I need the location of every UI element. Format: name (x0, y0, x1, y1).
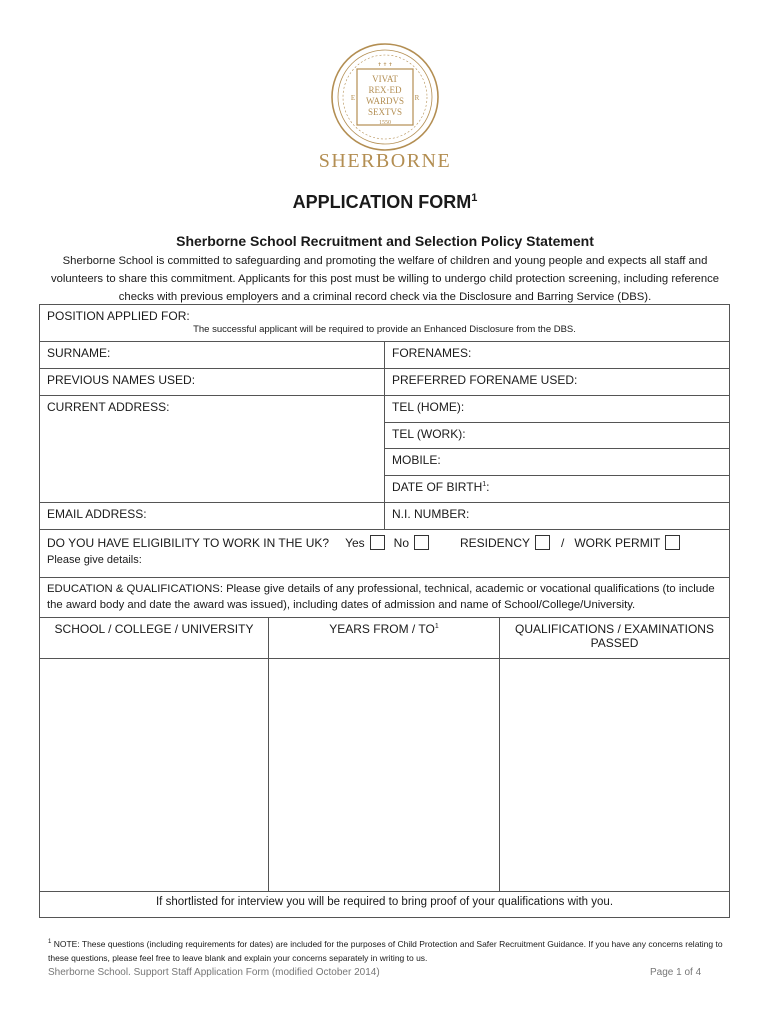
ni-number-field[interactable]: N.I. NUMBER: (392, 507, 470, 521)
svg-text:SEXTVS: SEXTVS (367, 107, 403, 117)
col-header-qualifications: QUALIFICATIONS / EXAMINATIONS PASSED (515, 622, 714, 650)
education-instructions: EDUCATION & QUALIFICATIONS: Please give details of any professional, technical, academic or vocational qualifications (to include the award body and date the award was issued), including dates of admission and name of School/College/University. (47, 583, 715, 611)
footnote-text: NOTE: These questions (including requirements for dates) are included for the purposes of Child Protection and Safer Recruitment Guidance. If you have any concerns relating to these questions, please feel free to leave blank and explain your concerns separately in writing to us. (48, 939, 723, 963)
education-table-header (40, 618, 729, 659)
tel-home-field[interactable]: TEL (HOME): (385, 396, 729, 423)
name-row (40, 342, 729, 369)
tel-work-field[interactable]: TEL (WORK): (385, 423, 729, 450)
work-permit-label: WORK PERMIT (574, 535, 661, 550)
give-details-field[interactable]: Please give details: (47, 554, 142, 566)
date-of-birth-field[interactable]: DATE OF BIRTH$^1$: (392, 479, 490, 494)
dbs-disclosure-note: The successful applicant will be required to provide an Enhanced Disclosure from the DBS. (193, 324, 576, 335)
qualifications-entry-cell[interactable] (500, 659, 729, 891)
yes-label: Yes (345, 535, 365, 550)
current-address-field[interactable]: CURRENT ADDRESS: (40, 396, 385, 502)
email-ni-row (40, 503, 729, 530)
work-permit-checkbox[interactable] (665, 535, 680, 550)
eligibility-label: DO YOU HAVE ELIGIBILITY TO WORK IN THE UK? (47, 535, 330, 550)
svg-text:R: R (414, 94, 420, 102)
col-header-school: SCHOOL / COLLEGE / UNIVERSITY (40, 618, 269, 658)
years-entry-cell[interactable] (269, 659, 500, 891)
education-intro-row (40, 578, 729, 618)
no-checkbox[interactable] (414, 535, 429, 550)
school-entry-cell[interactable] (40, 659, 269, 891)
footer-page-number: Page 1 of 4 (650, 967, 702, 978)
svg-text:✝ ✝ ✝: ✝ ✝ ✝ (377, 63, 393, 68)
previous-names-field[interactable]: PREVIOUS NAMES USED: (40, 369, 385, 395)
col-header-years: YEARS FROM / $TO^1$ (269, 618, 500, 658)
mobile-field[interactable]: MOBILE: (385, 449, 729, 476)
application-form-table (39, 304, 730, 918)
position-applied-field[interactable]: POSITION APPLIED FOR: (47, 309, 190, 323)
position-row (40, 305, 729, 342)
footer-document-title: Sherborne School. Support Staff Application Form (modified October 2014) (48, 967, 380, 978)
policy-heading: Sherborne School Recruitment and Selection Policy Statement (176, 233, 594, 249)
email-address-field[interactable]: EMAIL ADDRESS: (40, 503, 385, 529)
svg-text:VIVAT: VIVAT (372, 74, 398, 84)
forenames-field[interactable]: FORENAMES: (392, 346, 472, 360)
svg-text:1550: 1550 (379, 120, 391, 126)
eligibility-question (40, 530, 729, 550)
eligibility-row (40, 530, 729, 578)
residency-checkbox[interactable] (535, 535, 550, 550)
sherborne-seal-logo (330, 42, 440, 152)
address-contact-row (40, 396, 729, 503)
footnote (48, 937, 724, 965)
proof-note-row (40, 892, 729, 917)
footnote-marker: 1 (48, 939, 52, 946)
school-brand-name: SHERBORNE (318, 150, 452, 172)
page-title: APPLICATION FORM$^1$ (292, 192, 478, 212)
other-names-row (40, 369, 729, 396)
svg-text:REX·ED: REX·ED (368, 85, 402, 95)
policy-statement: Sherborne School is committed to safeguarding and promoting the welfare of children and young people and expects all staff and volunteers to share this commitment. Applicants for this post must be willing to undergo child protection screening, including reference checks with previous employers and a criminal record check via the Disclosure and Barring Service (DBS). (50, 255, 720, 303)
svg-text:WARDVS: WARDVS (365, 96, 405, 106)
slash-separator: / (561, 535, 565, 550)
svg-text:E: E (350, 94, 356, 102)
yes-checkbox[interactable] (370, 535, 385, 550)
education-table-body (40, 659, 729, 892)
no-label: No (393, 535, 409, 550)
residency-label: RESIDENCY (460, 535, 531, 550)
preferred-forename-field[interactable]: PREFERRED FORENAME USED: (392, 373, 578, 387)
proof-of-qualifications-note: If shortlisted for interview you will be required to bring proof of your qualifications with you. (155, 896, 614, 908)
surname-field[interactable]: SURNAME: (40, 342, 385, 368)
contact-stack (385, 396, 729, 502)
